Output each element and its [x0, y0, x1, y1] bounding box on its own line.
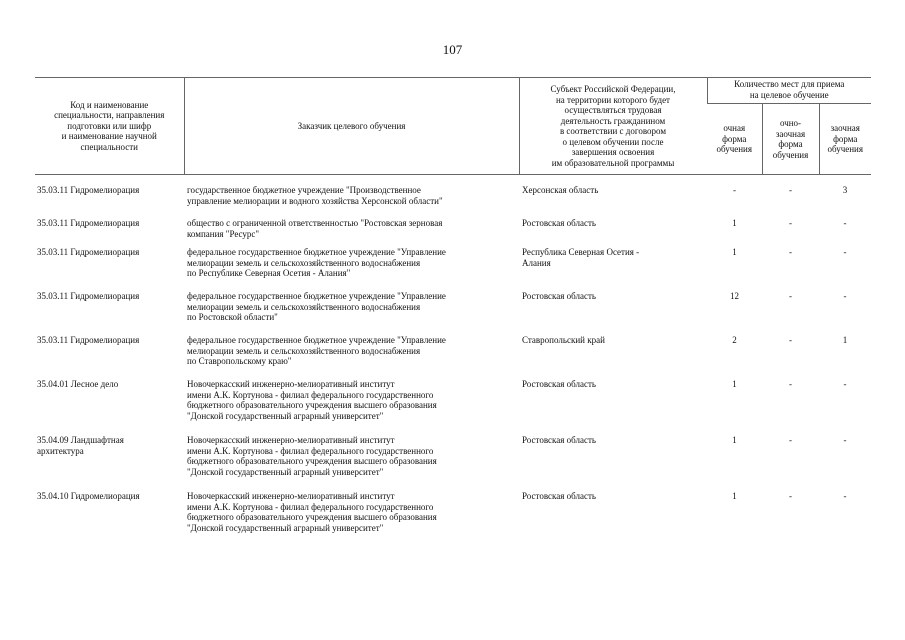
row-customer: государственное бюджетное учреждение "Производственное управление мелиорации и водного хозяйства Херсонской области": [187, 185, 443, 206]
row-specialty: 35.03.11 Гидромелиорация: [37, 291, 140, 301]
table-row: [35, 185, 871, 218]
row-region: Ростовская область: [522, 491, 596, 501]
row-specialty: 35.04.10 Гидромелиорация: [37, 491, 140, 501]
row-parttime: 3: [842, 185, 848, 195]
row-parttime: -: [843, 379, 847, 389]
row-specialty: 35.04.01 Лесное дело: [37, 379, 119, 389]
row-customer: общество с ограниченной ответственностью "Ростовская зерновая компания "Ресурс": [187, 218, 443, 239]
table-row: [35, 491, 871, 547]
row-mixed: -: [789, 291, 792, 301]
row-customer: федеральное государственное бюджетное учреждение "Управление мелиорации земель и сельскохозяйственного водоснабжения по Ростовской области": [187, 291, 446, 322]
header-specialty: Код и наименование специальности, направления подготовки или шифр и наименование научной специальности: [35, 78, 184, 175]
header-fulltime: очная форма обучения: [707, 104, 762, 175]
row-mixed: -: [789, 185, 792, 195]
table-header: [35, 78, 871, 175]
row-region: Херсонская область: [522, 185, 599, 195]
row-specialty: 35.03.11 Гидромелиорация: [37, 185, 140, 195]
row-specialty: 35.03.11 Гидромелиорация: [37, 335, 140, 345]
row-customer: федеральное государственное бюджетное учреждение "Управление мелиорации земель и сельскохозяйственного водоснабжения по Ставропольскому краю": [187, 335, 446, 366]
row-customer: федеральное государственное бюджетное учреждение "Управление мелиорации земель и сельскохозяйственного водоснабжения по Республике Северная Осетия - Алания": [187, 247, 446, 278]
table-row: [35, 218, 871, 247]
row-customer: Новочеркасский инженерно-мелиоративный институт имени А.К. Кортунова - филиал федерального государственного бюджетного образовательного учреждения высшего образования "Донской государственный аграрный университет": [187, 435, 437, 477]
row-parttime: 1: [842, 335, 848, 345]
row-specialty: 35.03.11 Гидромелиорация: [37, 247, 140, 257]
row-region: Республика Северная Осетия - Алания: [522, 247, 640, 268]
row-region: Ставропольский край: [522, 335, 605, 345]
row-region: Ростовская область: [522, 291, 596, 301]
table-body: [35, 175, 871, 548]
row-parttime: -: [843, 247, 847, 257]
row-specialty: 35.04.09 Ландшафтная архитектура: [37, 435, 124, 456]
row-region: Ростовская область: [522, 218, 596, 228]
header-places: Количество мест для приема на целевое обучение: [707, 78, 871, 104]
page-number: 107: [442, 42, 463, 57]
row-parttime: -: [843, 435, 847, 445]
row-parttime: -: [843, 291, 847, 301]
header-mixed: очно- заочная форма обучения: [762, 104, 819, 175]
row-region: Ростовская область: [522, 379, 596, 389]
row-mixed: -: [789, 435, 792, 445]
row-fulltime: 1: [732, 218, 737, 228]
row-mixed: -: [789, 491, 792, 501]
row-parttime: -: [843, 218, 847, 228]
row-fulltime: 2: [732, 335, 737, 345]
table-row: [35, 291, 871, 335]
row-mixed: -: [789, 247, 792, 257]
row-parttime: -: [843, 491, 847, 501]
table-row: [35, 379, 871, 435]
row-specialty: 35.03.11 Гидромелиорация: [37, 218, 140, 228]
table-row: [35, 435, 871, 491]
row-region: Ростовская область: [522, 435, 596, 445]
table-row: [35, 335, 871, 379]
row-fulltime: 1: [732, 435, 737, 445]
row-fulltime: 1: [732, 379, 737, 389]
targeted-training-table: [35, 77, 871, 547]
header-customer: Заказчик целевого обучения: [184, 78, 519, 175]
row-customer: Новочеркасский инженерно-мелиоративный институт имени А.К. Кортунова - филиал федерального государственного бюджетного образовательного учреждения высшего образования "Донской государственный аграрный университет": [187, 379, 437, 421]
header-region: Субъект Российской Федерации, на территории которого будет осуществляться трудовая деятельность гражданином в соответствии с договором о целевом обучении после завершения освоения им образовательной программы: [519, 78, 707, 175]
row-fulltime: 1: [732, 491, 737, 501]
row-mixed: -: [789, 379, 792, 389]
row-fulltime: -: [733, 185, 736, 195]
row-customer: Новочеркасский инженерно-мелиоративный институт имени А.К. Кортунова - филиал федерального государственного бюджетного образовательного учреждения высшего образования "Донской государственный аграрный университет": [187, 491, 437, 533]
header-parttime: заочная форма обучения: [819, 104, 871, 175]
targeted-training-table-container: [35, 77, 871, 547]
row-fulltime: 1: [732, 247, 737, 257]
row-fulltime: 12: [730, 291, 739, 301]
row-mixed: -: [789, 335, 792, 345]
table-row: [35, 247, 871, 291]
row-mixed: -: [789, 218, 792, 228]
